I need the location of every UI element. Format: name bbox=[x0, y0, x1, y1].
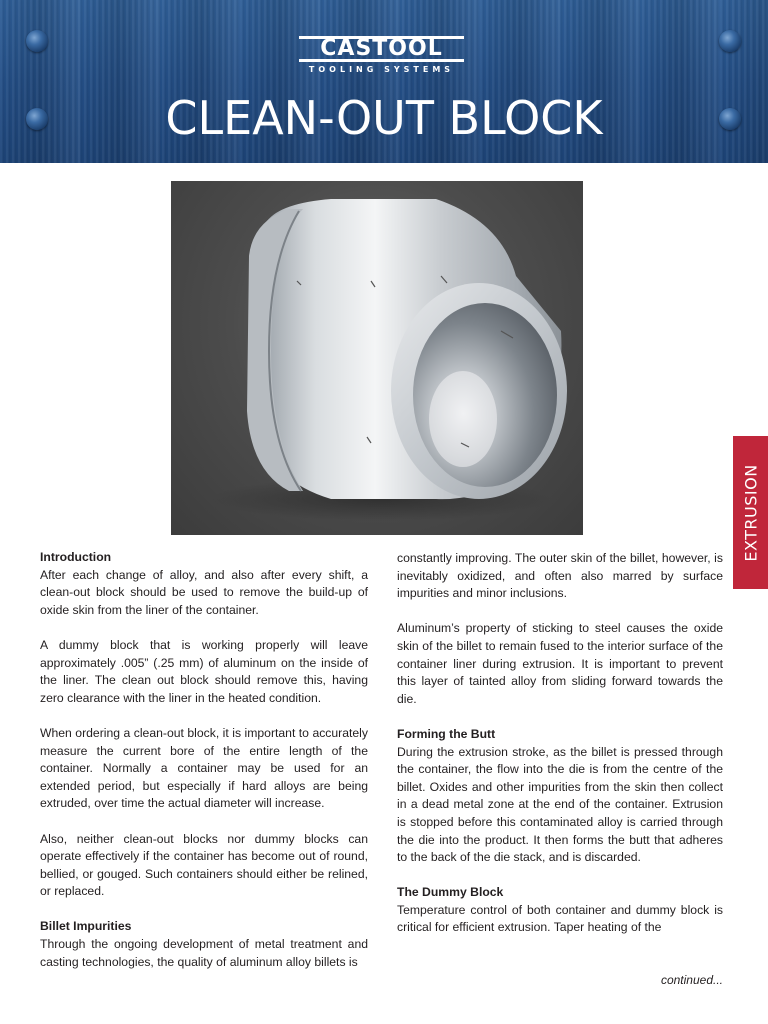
header-banner bbox=[0, 0, 768, 163]
intro-paragraph-3: When ordering a clean-out block, it is important to accurately measure the current bore of the entire length of the container. Normally a container may be used for an extended period, but especially if hard alloys are being extruded, over time the actual diameter will increase. bbox=[40, 725, 368, 811]
product-image bbox=[171, 181, 583, 535]
dummy-block-paragraph-1: Temperature control of both container and dummy block is critical for efficient extrusion. Taper heating of the bbox=[397, 902, 723, 935]
rivet-icon bbox=[26, 30, 48, 52]
continued-note: continued... bbox=[660, 973, 723, 987]
intro-paragraph-1: After each change of alloy, and also after every shift, a clean-out block should be used to remove the build-up of oxide skin from the liner of the container. bbox=[40, 567, 368, 617]
heading-introduction: Introduction bbox=[40, 550, 112, 564]
billet-paragraph-1: Through the ongoing development of metal treatment and casting technologies, the quality of aluminum alloy billets is bbox=[40, 937, 368, 969]
section-tab-label: EXTRUSION bbox=[741, 463, 760, 562]
heading-billet-impurities: Billet Impurities bbox=[40, 919, 132, 934]
right-column bbox=[397, 550, 723, 937]
section-tab bbox=[733, 436, 768, 589]
rivet-icon bbox=[719, 30, 741, 52]
heading-dummy-block: The Dummy Block bbox=[397, 885, 504, 900]
intro-paragraph-4: Also, neither clean-out blocks nor dummy blocks can operate effectively if the container has become out of round, bellied, or gouged. Such containers should either be relined, or replaced. bbox=[40, 831, 368, 899]
billet-paragraph-1-continued: constantly improving. The outer skin of the billet, however, is inevitably oxidized, and often also marred by surface impurities and minor inclusions. bbox=[397, 551, 723, 601]
castool-logo bbox=[299, 36, 464, 76]
intro-paragraph-2: A dummy block that is working properly will leave approximately .005” (.25 mm) of aluminum on the inside of the liner. The clean out block should remove this, having zero clearance with the liner in the heated condition. bbox=[40, 637, 368, 705]
billet-paragraph-2: Aluminum’s property of sticking to steel causes the oxide skin of the billet to remain fused to the interior surface of the container liner during extrusion. It is important to prevent this layer of tainted alloy from sliding forward towards the die. bbox=[397, 621, 723, 706]
butt-paragraph-1: During the extrusion stroke, as the billet is pressed through the container, the flow into the die is from the centre of the billet. Oxides and other impurities from the skin then collect in a dead metal zone at the end of the container. Extrusion is stopped before this contaminated alloy is carried through the die into the product. It then forms the butt that adheres to the back of the die stack, and is discarded. bbox=[397, 744, 723, 865]
logo-tagline: TOOLING SYSTEMS bbox=[308, 65, 455, 74]
left-column bbox=[40, 549, 368, 971]
heading-forming-the-butt: Forming the Butt bbox=[397, 726, 496, 741]
page-title: CLEAN-OUT BLOCK bbox=[165, 91, 603, 145]
logo-brand: CASTOOL bbox=[320, 36, 443, 61]
